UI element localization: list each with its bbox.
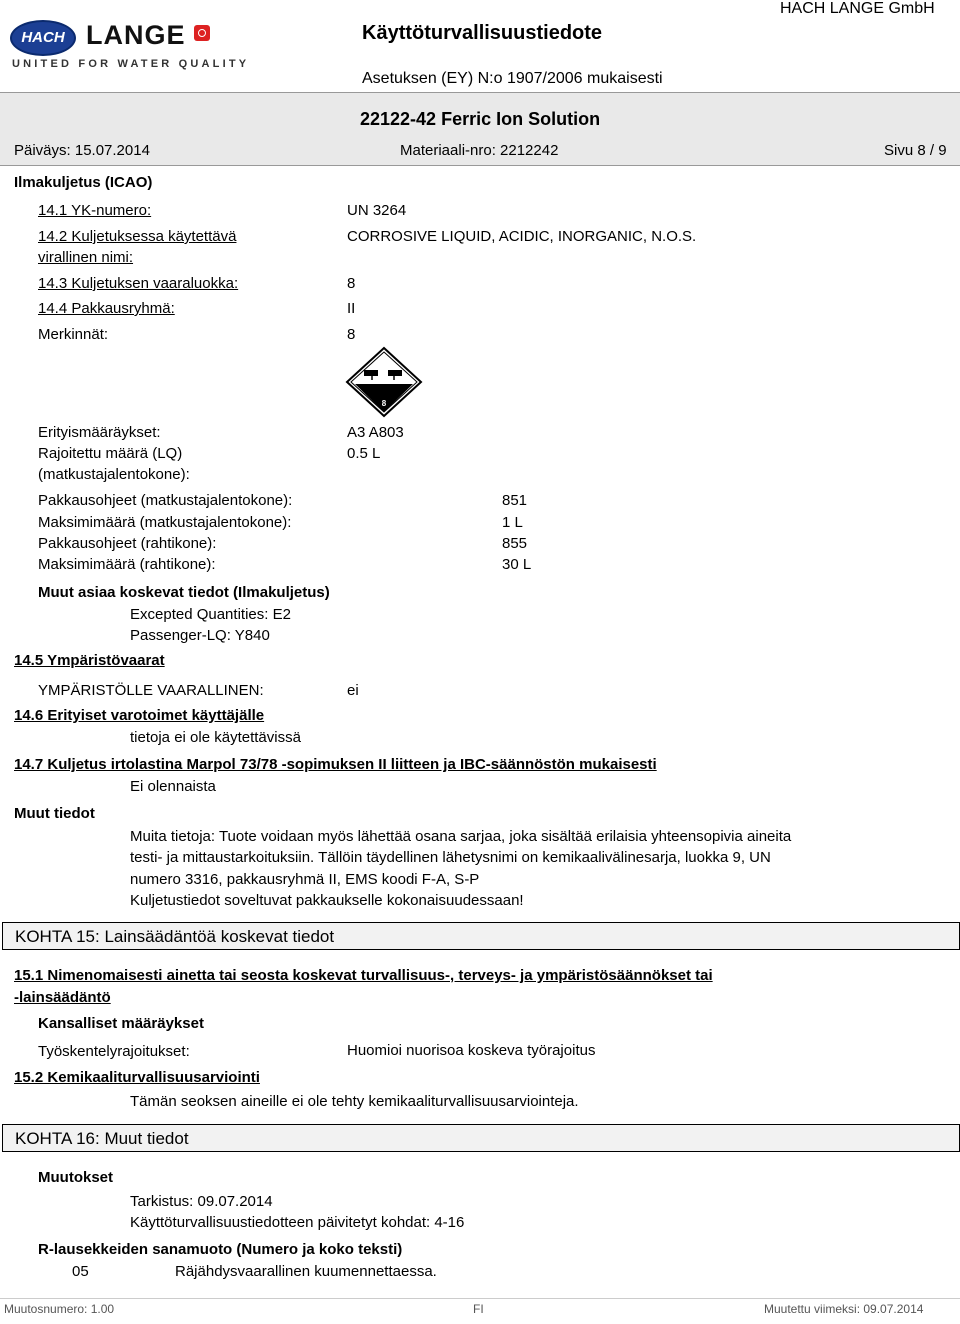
shipping-name-label-1: 14.2 Kuljetuksessa käytettävä [38, 228, 237, 245]
max-cargo-label: Maksimimäärä (rahtikone): [38, 556, 216, 573]
max-passenger-label: Maksimimäärä (matkustajalentokone): [38, 514, 292, 531]
s15-1-heading-line2: -lainsäädäntö [14, 989, 111, 1006]
page-number: Sivu 8 / 9 [884, 142, 947, 159]
pi-cargo-label: Pakkausohjeet (rahtikone): [38, 535, 217, 552]
hach-logo: HACH [10, 20, 76, 56]
product-name: 22122-42 Ferric Ion Solution [360, 109, 601, 129]
national-regulations: Kansalliset määräykset [38, 1015, 204, 1032]
logo-tagline: UNITED FOR WATER QUALITY [12, 58, 250, 70]
un-number-label: 14.1 YK-numero: [38, 202, 152, 219]
env-heading: 14.5 Ympäristövaarat [14, 652, 165, 669]
passenger-lq: Passenger-LQ: Y840 [130, 627, 270, 644]
air-heading: Ilmakuljetus (ICAO) [14, 174, 153, 191]
footer-modified: Muutettu viimeksi: 09.07.2014 [764, 1302, 924, 1316]
env-value: ei [347, 682, 359, 699]
shipping-name-value: CORROSIVE LIQUID, ACIDIC, INORGANIC, N.O.S. [347, 228, 697, 245]
section-16-header [2, 1124, 960, 1152]
material-number: Materiaali-nro: 2212242 [400, 142, 559, 159]
lq-value: 0.5 L [347, 445, 381, 462]
un-number-value: UN 3264 [347, 202, 407, 219]
bulk-heading: 14.7 Kuljetus irtolastina Marpol 73/78 -sopimuksen II liitteen ja IBC-säännöstön mukaisesti [14, 756, 657, 773]
header-band [0, 92, 960, 166]
shipping-name-label-2: virallinen nimi: [38, 249, 134, 266]
footer-language: FI [473, 1302, 484, 1316]
special-provisions-label: Erityismääräykset: [38, 424, 161, 441]
lq-label-2: (matkustajalentokone): [38, 466, 190, 483]
labels-label: Merkinnät: [38, 326, 109, 343]
hazard-class-value: 8 [347, 275, 356, 292]
lange-logo-mark [194, 25, 210, 41]
excepted-quantities: Excepted Quantities: E2 [130, 606, 291, 623]
section-15-header [2, 922, 960, 950]
other-info-line: Kuljetustiedot soveltuvat pakkaukselle kokonaisuudessaan! [130, 892, 524, 909]
date-text: Päiväys: 15.07.2014 [14, 142, 150, 159]
work-restrictions-value: Huomioi nuorisoa koskeva työrajoitus [347, 1042, 596, 1059]
r-phrases-heading: R-lausekkeiden sanamuoto (Numero ja koko teksti) [38, 1241, 403, 1258]
max-cargo-value: 30 L [502, 556, 532, 573]
pictogram-number: 8 [381, 399, 387, 408]
r-phrase-text: Räjähdysvaarallinen kuumennettaessa. [175, 1263, 437, 1280]
footer-divider [0, 1298, 960, 1299]
special-provisions-value: A3 A803 [347, 424, 404, 441]
packing-group-label: 14.4 Pakkausryhmä: [38, 300, 175, 317]
s15-1-heading-line1: 15.1 Nimenomaisesti ainetta tai seosta koskevat turvallisuus-, terveys- ja ympäristösäännökset tai [14, 967, 713, 984]
env-label: YMPÄRISTÖLLE VAARALLINEN: [38, 682, 264, 699]
work-restrictions-label: Työskentelyrajoitukset: [38, 1043, 190, 1060]
updated-sections: Käyttöturvallisuustiedotteen päivitetyt kohdat: 4-16 [130, 1214, 465, 1231]
max-passenger-value: 1 L [502, 514, 523, 531]
pi-cargo-value: 855 [502, 535, 528, 552]
precautions-heading: 14.6 Erityiset varotoimet käyttäjälle [14, 707, 265, 724]
regulation-text: Asetuksen (EY) N:o 1907/2006 mukaisesti [362, 70, 663, 87]
corrosive-pictogram-icon [344, 346, 424, 418]
s15-2-text: Tämän seoksen aineille ei ole tehty kemikaaliturvallisuusarviointeja. [130, 1093, 579, 1110]
review-date: Tarkistus: 09.07.2014 [130, 1193, 273, 1210]
s15-2-heading: 15.2 Kemikaaliturvallisuusarviointi [14, 1069, 260, 1086]
section-15-title: KOHTA 15: Lainsäädäntöä koskevat tiedot [15, 927, 335, 946]
packing-group-value: II [347, 300, 356, 317]
bulk-text: Ei olennaista [130, 778, 216, 795]
changes-heading: Muutokset [38, 1169, 113, 1186]
company-name: HACH LANGE GmbH [780, 0, 935, 17]
precautions-text: tietoja ei ole käytettävissä [130, 729, 301, 746]
pi-passenger-value: 851 [502, 492, 528, 509]
lq-label-1: Rajoitettu määrä (LQ) [38, 445, 183, 462]
other-info-heading: Muut tiedot [14, 805, 95, 822]
labels-value: 8 [347, 326, 356, 343]
r-phrase-number: 05 [72, 1263, 89, 1280]
document-title: Käyttöturvallisuustiedote [362, 22, 603, 44]
other-air-heading: Muut asiaa koskevat tiedot (Ilmakuljetus) [38, 584, 330, 601]
section-16-title: KOHTA 16: Muut tiedot [15, 1129, 189, 1148]
other-info-line: numero 3316, pakkausryhmä II, EMS koodi F-A, S-P [130, 871, 480, 888]
pi-passenger-label: Pakkausohjeet (matkustajalentokone): [38, 492, 293, 509]
lange-logo: LANGE [86, 20, 186, 50]
hazard-class-label: 14.3 Kuljetuksen vaaraluokka: [38, 275, 239, 292]
footer-revision: Muutosnumero: 1.00 [4, 1302, 115, 1316]
other-info-line: Muita tietoja: Tuote voidaan myös lähettää osana sarjaa, joka sisältää erilaisia yhteensopivia aineita [130, 828, 792, 845]
other-info-line: testi- ja mittaustarkoituksiin. Tällöin täydellinen lähetysnimi on kemikaalivälinesarja, luokka 9, UN [130, 849, 771, 866]
